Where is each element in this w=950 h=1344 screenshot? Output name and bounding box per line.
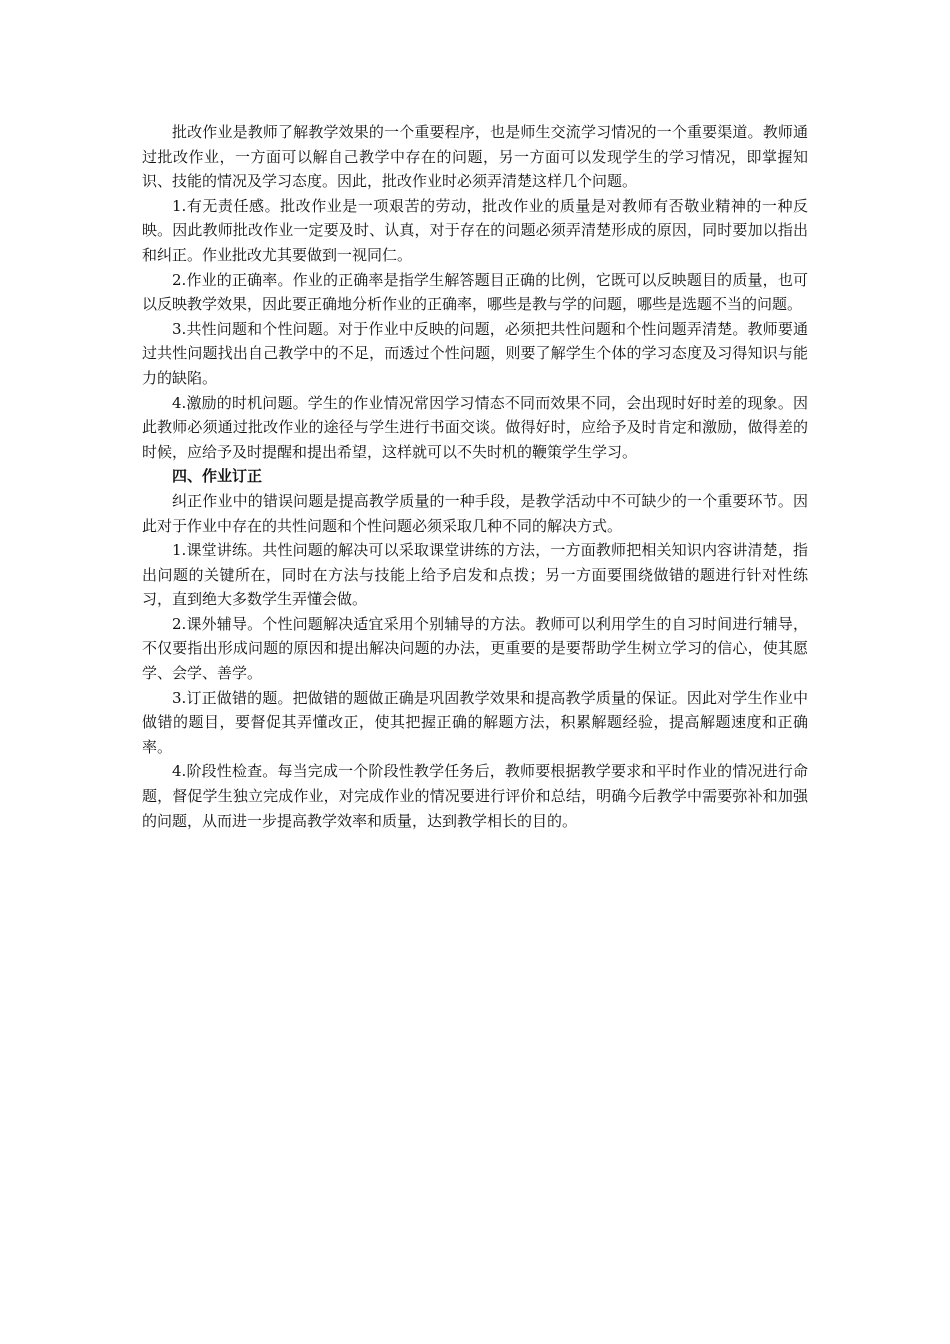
paragraph-common-individual: 3.共性问题和个性问题。对于作业中反映的问题，必须把共性问题和个性问题弄清楚。教师要通过共性问题找出自己教学中的不足，而透过个性问题，则要了解学生个体的学习态度及习得知识与能力的缺陷。 <box>142 319 808 387</box>
document-body <box>142 120 808 833</box>
section-intro-paragraph: 纠正作业中的错误问题是提高教学质量的一种手段，是教学活动中不可缺少的一个重要环节。因此对于作业中存在的共性问题和个性问题必须采取几种不同的解决方式。 <box>142 491 808 535</box>
paragraph-classroom-practice: 1.课堂讲练。共性问题的解决可以采取课堂讲练的方法，一方面教师把相关知识内容讲清楚，指出问题的关键所在，同时在方法与技能上给予启发和点拨；另一方面要围绕做错的题进行针对性练习，直到绝大多数学生弄懂会做。 <box>142 541 808 609</box>
paragraph-correct-mistakes: 3.订正做错的题。把做错的题做正确是巩固教学效果和提高教学质量的保证。因此对学生作业中做错的题目，要督促其弄懂改正，使其把握正确的解题方法，积累解题经验，提高解题速度和正确率。 <box>142 688 808 756</box>
paragraph-accuracy: 2.作业的正确率。作业的正确率是指学生解答题目正确的比例，它既可以反映题目的质量，也可以反映教学效果，因此要正确地分析作业的正确率，哪些是教与学的问题，哪些是选题不当的问题。 <box>142 270 808 314</box>
section-heading: 四、作业订正 <box>172 467 263 486</box>
paragraph-extracurricular-tutoring: 2.课外辅导。个性问题解决适宜采用个别辅导的方法。教师可以利用学生的自习时间进行辅导，不仅要指出形成问题的原因和提出解决问题的办法，更重要的是要帮助学生树立学习的信心，使其愿学、会学、善学。 <box>142 614 808 683</box>
paragraph-stage-check: 4.阶段性检查。每当完成一个阶段性教学任务后，教师要根据教学要求和平时作业的情况进行命题，督促学生独立完成作业，对完成作业的情况要进行评价和总结，明确今后教学中需要弥补和加强的问题，从而进一步提高教学效率和质量，达到教学相长的目的。 <box>142 762 808 830</box>
intro-paragraph: 批改作业是教师了解教学效果的一个重要程序，也是师生交流学习情况的一个重要渠道。教师通过批改作业，一方面可以解自己教学中存在的问题，另一方面可以发现学生的学习情况，即掌握知识、技能的情况及学习态度。因此，批改作业时必须弄清楚这样几个问题。 <box>142 123 808 191</box>
paragraph-responsibility: 1.有无责任感。批改作业是一项艰苦的劳动，批改作业的质量是对教师有否敬业精神的一种反映。因此教师批改作业一定要及时、认真，对于存在的问题必须弄清楚形成的原因，同时要加以指出和纠正。作业批改尤其要做到一视同仁。 <box>142 196 808 264</box>
paragraph-motivation-timing: 4.激励的时机问题。学生的作业情况常因学习情态不同而效果不同，会出现时好时差的现象。因此教师必须通过批改作业的途径与学生进行书面交谈。做得好时，应给予及时肯定和激励，做得差的时候，应给予及时提醒和提出希望，这样就可以不失时机的鞭策学生学习。 <box>142 393 808 461</box>
